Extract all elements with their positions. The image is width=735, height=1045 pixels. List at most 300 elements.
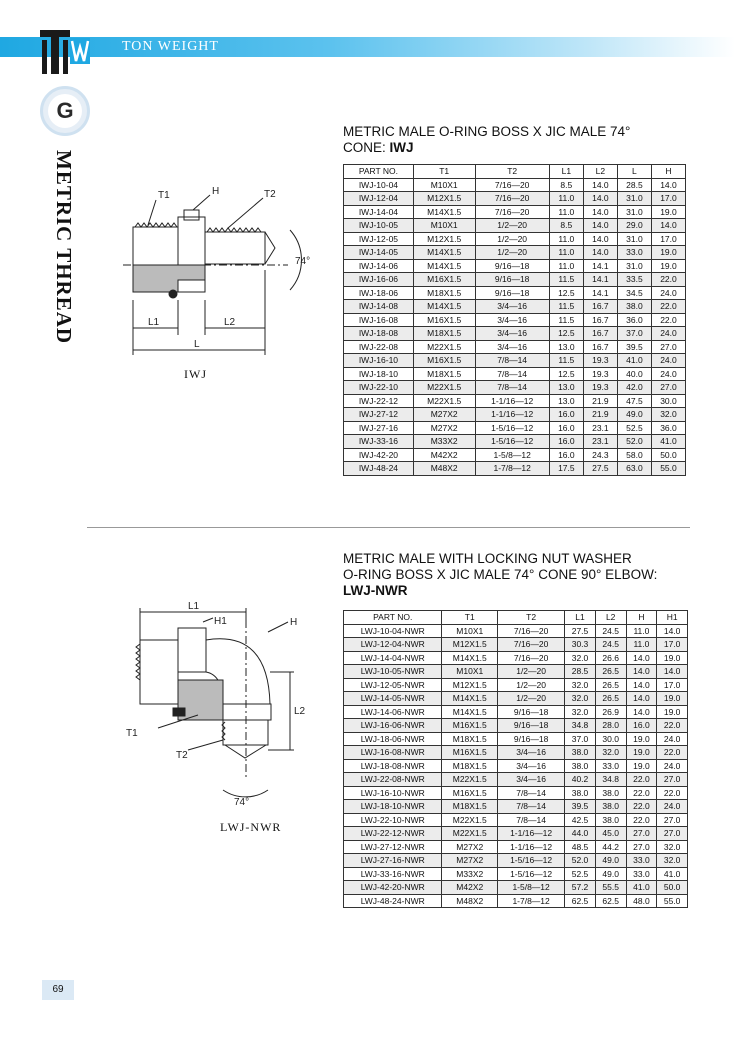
- table-cell: 19.0: [657, 692, 688, 706]
- table-cell: 32.0: [595, 746, 626, 760]
- table-cell: 33.5: [617, 273, 651, 287]
- table-cell: LWJ-22-10-NWR: [344, 813, 442, 827]
- section-letter: G: [48, 94, 82, 128]
- table-cell: 17.0: [657, 678, 688, 692]
- table-row: [344, 840, 688, 854]
- table-cell: 24.0: [651, 354, 685, 368]
- table-cell: LWJ-10-05-NWR: [344, 665, 442, 679]
- table-cell: 36.0: [617, 313, 651, 327]
- table-cell: 11.5: [549, 354, 583, 368]
- table-cell: 16.0: [549, 421, 583, 435]
- table-cell: 28.5: [617, 178, 651, 192]
- table-cell: LWJ-16-06-NWR: [344, 719, 442, 733]
- table-cell: 7/16—20: [475, 178, 549, 192]
- table-cell: 58.0: [617, 448, 651, 462]
- table-cell: 49.0: [595, 867, 626, 881]
- table-cell: 36.0: [651, 421, 685, 435]
- table-cell: M14X1.5: [413, 300, 475, 314]
- table-cell: 1-5/16—12: [498, 867, 565, 881]
- column-header: H1: [657, 611, 688, 625]
- table-row: [344, 246, 686, 260]
- table-cell: IWJ-10-04: [344, 178, 414, 192]
- table-cell: 14.0: [626, 665, 657, 679]
- table-row: [344, 786, 688, 800]
- table-cell: 29.0: [617, 219, 651, 233]
- table-cell: 34.8: [565, 719, 596, 733]
- table-cell: 3/4—16: [475, 300, 549, 314]
- section2-title-line1: METRIC MALE WITH LOCKING NUT WASHER: [343, 551, 632, 566]
- table-cell: 38.0: [595, 813, 626, 827]
- table-cell: 13.0: [549, 381, 583, 395]
- table-cell: 26.5: [595, 678, 626, 692]
- table-cell: 1/2—20: [475, 219, 549, 233]
- table-row: [344, 327, 686, 341]
- table-cell: 11.5: [549, 313, 583, 327]
- table-cell: 14.0: [651, 178, 685, 192]
- table-cell: 1-5/16—12: [475, 421, 549, 435]
- table-cell: 52.5: [565, 867, 596, 881]
- table-cell: 38.0: [565, 746, 596, 760]
- table-cell: 50.0: [657, 881, 688, 895]
- column-header: T2: [498, 611, 565, 625]
- iwj-label-h: H: [212, 186, 220, 197]
- table-cell: M16X1.5: [413, 354, 475, 368]
- table-row: [344, 354, 686, 368]
- table-cell: M18X1.5: [442, 759, 498, 773]
- table-cell: M22X1.5: [413, 394, 475, 408]
- table-cell: 52.5: [617, 421, 651, 435]
- table-cell: IWJ-12-05: [344, 232, 414, 246]
- table-cell: 28.5: [565, 665, 596, 679]
- table-cell: IWJ-16-08: [344, 313, 414, 327]
- table-cell: 13.0: [549, 340, 583, 354]
- table-cell: 9/16—18: [498, 705, 565, 719]
- table-row: [344, 746, 688, 760]
- table-cell: 7/16—20: [475, 192, 549, 206]
- table-row: [344, 800, 688, 814]
- table-cell: 16.7: [583, 300, 617, 314]
- table-cell: 24.0: [657, 732, 688, 746]
- table-row: [344, 367, 686, 381]
- table-cell: LWJ-14-05-NWR: [344, 692, 442, 706]
- table-cell: 11.0: [549, 205, 583, 219]
- table-cell: IWJ-16-06: [344, 273, 414, 287]
- table-cell: M16X1.5: [442, 746, 498, 760]
- table-cell: 27.5: [583, 462, 617, 476]
- lwj-label-angle: 74°: [234, 797, 250, 808]
- table-cell: 24.0: [657, 759, 688, 773]
- table-cell: 19.0: [651, 246, 685, 260]
- table-cell: M12X1.5: [442, 638, 498, 652]
- table-cell: 1-5/8—12: [498, 881, 565, 895]
- table-cell: IWJ-14-05: [344, 246, 414, 260]
- table-cell: 14.0: [626, 705, 657, 719]
- table-cell: M27X2: [413, 408, 475, 422]
- table-row: [344, 313, 686, 327]
- table-cell: 45.0: [595, 827, 626, 841]
- table-cell: M18X1.5: [413, 286, 475, 300]
- table-cell: M10X1: [442, 624, 498, 638]
- table-cell: IWJ-33-16: [344, 435, 414, 449]
- column-header: T2: [475, 165, 549, 179]
- table-cell: M14X1.5: [413, 205, 475, 219]
- table-row: [344, 773, 688, 787]
- table-cell: 44.2: [595, 840, 626, 854]
- table-row: [344, 394, 686, 408]
- table-row: [344, 678, 688, 692]
- table-cell: 7/8—14: [498, 813, 565, 827]
- table-cell: 3/4—16: [475, 313, 549, 327]
- table-cell: 14.0: [651, 219, 685, 233]
- table-row: [344, 692, 688, 706]
- section1-title-line1: METRIC MALE O-RING BOSS X JIC MALE 74°: [343, 124, 631, 139]
- iwj-label-l1: L1: [148, 317, 160, 328]
- table-cell: 16.0: [626, 719, 657, 733]
- iwj-label-t2: T2: [264, 189, 276, 200]
- table-cell: 13.0: [549, 394, 583, 408]
- table-cell: 3/4—16: [498, 746, 565, 760]
- table-cell: 62.5: [595, 894, 626, 908]
- table-cell: 14.0: [583, 205, 617, 219]
- table-cell: 14.0: [626, 651, 657, 665]
- table-cell: LWJ-12-05-NWR: [344, 678, 442, 692]
- table-cell: 11.0: [549, 246, 583, 260]
- table-row: [344, 867, 688, 881]
- table-cell: IWJ-42-20: [344, 448, 414, 462]
- table-row: [344, 881, 688, 895]
- lwj-label-t2: T2: [176, 750, 188, 761]
- table-cell: 33.0: [617, 246, 651, 260]
- table-cell: 16.7: [583, 327, 617, 341]
- table-cell: 34.8: [595, 773, 626, 787]
- table-cell: LWJ-48-24-NWR: [344, 894, 442, 908]
- table-cell: M14X1.5: [413, 246, 475, 260]
- table-cell: 55.5: [595, 881, 626, 895]
- column-header: L1: [565, 611, 596, 625]
- table-cell: M18X1.5: [442, 732, 498, 746]
- table-cell: 41.0: [626, 881, 657, 895]
- table-cell: M22X1.5: [442, 773, 498, 787]
- section-badge: [40, 86, 90, 136]
- table-cell: 24.0: [651, 367, 685, 381]
- table-cell: 30.0: [651, 394, 685, 408]
- table-cell: M14X1.5: [442, 651, 498, 665]
- table-cell: 32.0: [565, 678, 596, 692]
- table-cell: 16.0: [549, 435, 583, 449]
- table-cell: 11.0: [549, 232, 583, 246]
- table-row: [344, 462, 686, 476]
- table-cell: 22.0: [651, 273, 685, 287]
- table-cell: 1-5/8—12: [475, 448, 549, 462]
- table-row: [344, 813, 688, 827]
- lwj-label-h: H: [290, 617, 298, 628]
- table-cell: 31.0: [617, 259, 651, 273]
- table-cell: 49.0: [595, 854, 626, 868]
- table-cell: 1-5/16—12: [475, 435, 549, 449]
- table-cell: 7/8—14: [475, 354, 549, 368]
- table-cell: 9/16—18: [475, 273, 549, 287]
- table-cell: 22.0: [657, 719, 688, 733]
- table-cell: 1-1/16—12: [498, 827, 565, 841]
- table-cell: IWJ-10-05: [344, 219, 414, 233]
- iwj-label-l2: L2: [224, 317, 236, 328]
- table-cell: M16X1.5: [442, 719, 498, 733]
- table-cell: 16.0: [549, 408, 583, 422]
- table-row: [344, 178, 686, 192]
- table-cell: 19.0: [657, 705, 688, 719]
- table-cell: 1/2—20: [498, 692, 565, 706]
- table-cell: 39.5: [617, 340, 651, 354]
- table-cell: 17.0: [651, 232, 685, 246]
- table-cell: 1-7/8—12: [475, 462, 549, 476]
- table-cell: 7/16—20: [498, 638, 565, 652]
- table-cell: 34.5: [617, 286, 651, 300]
- table-cell: 14.0: [583, 192, 617, 206]
- table-cell: 16.0: [549, 448, 583, 462]
- table-cell: 22.0: [657, 746, 688, 760]
- table-cell: M18X1.5: [413, 327, 475, 341]
- table-row: [344, 435, 686, 449]
- table-cell: 41.0: [651, 435, 685, 449]
- table-cell: IWJ-22-12: [344, 394, 414, 408]
- table-cell: 37.0: [617, 327, 651, 341]
- table-cell: 19.0: [626, 746, 657, 760]
- table-cell: 1-1/16—12: [475, 408, 549, 422]
- table-cell: 9/16—18: [498, 732, 565, 746]
- iwj-label-t1: T1: [158, 190, 170, 201]
- table-cell: 37.0: [565, 732, 596, 746]
- column-header: L1: [549, 165, 583, 179]
- section1-title: [343, 124, 683, 156]
- table-row: [344, 192, 686, 206]
- iwj-label-l: L: [194, 339, 200, 350]
- table-cell: IWJ-18-08: [344, 327, 414, 341]
- table-cell: 32.0: [657, 854, 688, 868]
- table-cell: 44.0: [565, 827, 596, 841]
- table-cell: 14.0: [583, 246, 617, 260]
- table-cell: 27.0: [626, 840, 657, 854]
- table-cell: LWJ-10-04-NWR: [344, 624, 442, 638]
- table-cell: 1-5/16—12: [498, 854, 565, 868]
- table-cell: 7/16—20: [475, 205, 549, 219]
- table-cell: 52.0: [565, 854, 596, 868]
- table-cell: 11.0: [549, 192, 583, 206]
- table-cell: 17.0: [651, 192, 685, 206]
- table-cell: 7/16—20: [498, 651, 565, 665]
- table-cell: 7/8—14: [498, 800, 565, 814]
- table-cell: 1/2—20: [475, 232, 549, 246]
- table-cell: 27.0: [657, 813, 688, 827]
- table-cell: 22.0: [626, 813, 657, 827]
- table-cell: LWJ-33-16-NWR: [344, 867, 442, 881]
- table-row: [344, 854, 688, 868]
- table-cell: 55.0: [657, 894, 688, 908]
- table-cell: 23.1: [583, 421, 617, 435]
- table-cell: M22X1.5: [413, 340, 475, 354]
- table-cell: LWJ-16-10-NWR: [344, 786, 442, 800]
- table-cell: IWJ-14-06: [344, 259, 414, 273]
- table-cell: 31.0: [617, 192, 651, 206]
- table-cell: IWJ-27-16: [344, 421, 414, 435]
- section1-title-prefix: CONE:: [343, 140, 390, 155]
- table-cell: 55.0: [651, 462, 685, 476]
- table-cell: 27.5: [565, 624, 596, 638]
- table-cell: 8.5: [549, 219, 583, 233]
- brand-text: TON WEIGHT: [122, 39, 219, 54]
- table-cell: 1-1/16—12: [498, 840, 565, 854]
- tw-logo-icon: [38, 28, 94, 76]
- table-row: [344, 719, 688, 733]
- table-cell: 1/2—20: [498, 678, 565, 692]
- table-cell: 27.0: [657, 773, 688, 787]
- column-header: H: [651, 165, 685, 179]
- lwj-nwr-spec-table: [343, 610, 688, 908]
- table-cell: LWJ-18-06-NWR: [344, 732, 442, 746]
- table-cell: 17.5: [549, 462, 583, 476]
- table-cell: IWJ-27-12: [344, 408, 414, 422]
- table-row: [344, 300, 686, 314]
- table-cell: 31.0: [617, 205, 651, 219]
- table-row: [344, 732, 688, 746]
- table-cell: 38.0: [565, 759, 596, 773]
- table-cell: M10X1: [442, 665, 498, 679]
- table-row: [344, 205, 686, 219]
- header-banner: [0, 37, 735, 57]
- table-cell: 14.1: [583, 273, 617, 287]
- table-cell: IWJ-22-08: [344, 340, 414, 354]
- table-row: [344, 259, 686, 273]
- iwj-label-angle: 74°: [295, 256, 311, 267]
- table-row: [344, 665, 688, 679]
- column-header: T1: [413, 165, 475, 179]
- table-cell: 11.0: [626, 638, 657, 652]
- table-cell: 1/2—20: [475, 246, 549, 260]
- table-cell: 11.0: [626, 624, 657, 638]
- table-row: [344, 638, 688, 652]
- table-row: [344, 340, 686, 354]
- table-cell: 12.5: [549, 327, 583, 341]
- section2-title-code: LWJ-NWR: [343, 583, 408, 598]
- table-cell: LWJ-12-04-NWR: [344, 638, 442, 652]
- lwj-label-l1: L1: [188, 601, 200, 612]
- table-cell: 22.0: [651, 313, 685, 327]
- table-cell: 39.5: [565, 800, 596, 814]
- table-cell: 21.9: [583, 394, 617, 408]
- table-cell: 27.0: [651, 340, 685, 354]
- table-cell: 26.6: [595, 651, 626, 665]
- column-header: PART NO.: [344, 611, 442, 625]
- table-cell: 19.3: [583, 367, 617, 381]
- table-cell: 19.3: [583, 381, 617, 395]
- table-cell: 42.0: [617, 381, 651, 395]
- table-cell: IWJ-22-10: [344, 381, 414, 395]
- column-header: PART NO.: [344, 165, 414, 179]
- table-cell: 24.3: [583, 448, 617, 462]
- table-cell: 40.0: [617, 367, 651, 381]
- table-cell: M27X2: [413, 421, 475, 435]
- table-cell: 7/8—14: [475, 381, 549, 395]
- table-cell: 21.9: [583, 408, 617, 422]
- section2-title: [343, 551, 703, 599]
- table-cell: 32.0: [657, 840, 688, 854]
- table-cell: 1/2—20: [498, 665, 565, 679]
- table-cell: IWJ-18-06: [344, 286, 414, 300]
- table-cell: M48X2: [413, 462, 475, 476]
- table-cell: LWJ-27-12-NWR: [344, 840, 442, 854]
- table-cell: 40.2: [565, 773, 596, 787]
- table-cell: M16X1.5: [413, 313, 475, 327]
- lwj-nwr-fitting-drawing: [118, 600, 323, 815]
- table-cell: 17.0: [657, 638, 688, 652]
- table-cell: 14.0: [583, 219, 617, 233]
- table-cell: 30.3: [565, 638, 596, 652]
- column-header: H: [626, 611, 657, 625]
- table-cell: 38.0: [565, 786, 596, 800]
- table-cell: 24.0: [657, 800, 688, 814]
- section1-title-code: IWJ: [389, 140, 414, 155]
- table-cell: IWJ-14-08: [344, 300, 414, 314]
- section2-title-line2: O-RING BOSS X JIC MALE 74° CONE 90° ELBOW:: [343, 567, 658, 582]
- table-cell: 30.0: [595, 732, 626, 746]
- table-cell: IWJ-48-24: [344, 462, 414, 476]
- table-cell: 3/4—16: [498, 773, 565, 787]
- table-cell: 9/16—18: [475, 286, 549, 300]
- table-cell: 14.1: [583, 286, 617, 300]
- table-cell: 57.2: [565, 881, 596, 895]
- table-cell: 14.1: [583, 259, 617, 273]
- table-cell: 14.0: [626, 678, 657, 692]
- table-cell: 48.5: [565, 840, 596, 854]
- table-cell: 49.0: [617, 408, 651, 422]
- table-cell: M10X1: [413, 219, 475, 233]
- table-cell: 24.0: [651, 327, 685, 341]
- table-row: [344, 651, 688, 665]
- table-cell: M18X1.5: [413, 367, 475, 381]
- table-cell: 31.0: [617, 232, 651, 246]
- table-cell: 7/16—20: [498, 624, 565, 638]
- table-cell: 32.0: [565, 692, 596, 706]
- table-cell: 3/4—16: [475, 327, 549, 341]
- table-cell: LWJ-18-10-NWR: [344, 800, 442, 814]
- table-cell: 42.5: [565, 813, 596, 827]
- table-cell: 11.0: [549, 259, 583, 273]
- iwj-caption: IWJ: [184, 367, 207, 381]
- table-cell: M12X1.5: [442, 678, 498, 692]
- lwj-label-l2: L2: [294, 706, 306, 717]
- table-cell: IWJ-18-10: [344, 367, 414, 381]
- column-header: T1: [442, 611, 498, 625]
- table-cell: LWJ-18-08-NWR: [344, 759, 442, 773]
- table-row: [344, 421, 686, 435]
- table-cell: 19.0: [626, 732, 657, 746]
- table-row: [344, 381, 686, 395]
- table-cell: 38.0: [617, 300, 651, 314]
- table-cell: 22.0: [626, 773, 657, 787]
- table-row: [344, 827, 688, 841]
- table-row: [344, 286, 686, 300]
- table-cell: M27X2: [442, 840, 498, 854]
- table-cell: 19.0: [626, 759, 657, 773]
- table-cell: M42X2: [442, 881, 498, 895]
- table-cell: IWJ-16-10: [344, 354, 414, 368]
- column-header: L2: [595, 611, 626, 625]
- table-cell: M42X2: [413, 448, 475, 462]
- table-cell: 19.3: [583, 354, 617, 368]
- table-cell: LWJ-14-04-NWR: [344, 651, 442, 665]
- table-cell: 50.0: [651, 448, 685, 462]
- table-cell: M14X1.5: [413, 259, 475, 273]
- table-row: [344, 408, 686, 422]
